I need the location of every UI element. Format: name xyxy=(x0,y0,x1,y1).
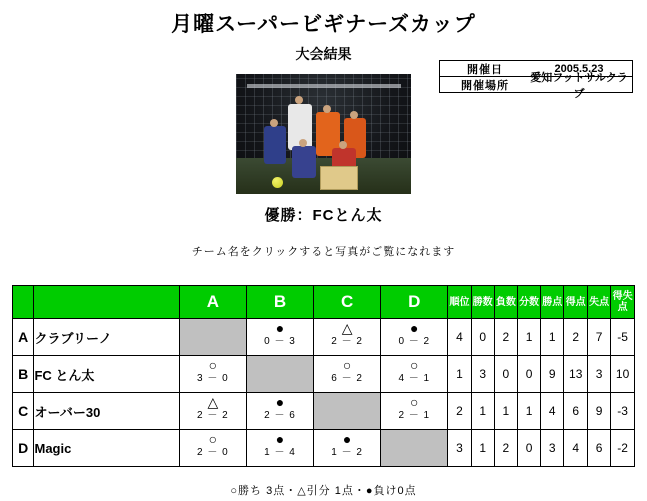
goal-crossbar xyxy=(247,84,401,88)
header-col-d: D xyxy=(381,286,448,319)
stat-goal-diff: -5 xyxy=(611,319,635,356)
stat-points: 1 xyxy=(541,319,564,356)
stat-losses: 2 xyxy=(494,430,517,467)
match-cell-self xyxy=(314,393,381,430)
match-cell xyxy=(246,393,313,430)
scoring-legend: ○勝ち 3点・△引分 1点・●負け0点 xyxy=(230,485,417,497)
header-points: 勝点 xyxy=(541,286,564,319)
result-mark: ● xyxy=(275,431,285,447)
match-cell xyxy=(314,430,381,467)
player-head xyxy=(270,119,278,127)
header-col-b: B xyxy=(246,286,313,319)
result-score: 1 － 4 xyxy=(264,447,296,458)
result-score: 6 － 2 xyxy=(331,373,363,384)
match-cell-self xyxy=(246,356,313,393)
team-name-link[interactable]: クラブリーノ xyxy=(34,319,179,356)
match-cell-self xyxy=(179,319,246,356)
winner-text: 優勝：FCとん太 xyxy=(264,207,383,224)
result-mark: ● xyxy=(275,394,285,410)
match-cell xyxy=(179,356,246,393)
player-figure xyxy=(264,126,286,164)
team-name-link[interactable]: オーバー30 xyxy=(34,393,179,430)
result-score: 2 － 0 xyxy=(197,447,229,458)
stat-losses: 1 xyxy=(494,393,517,430)
event-place-value: 愛知フットサルクラブ xyxy=(530,71,628,100)
player-head xyxy=(339,141,347,149)
stat-rank: 3 xyxy=(448,430,471,467)
stat-draws: 0 xyxy=(517,430,540,467)
stat-goals-for: 4 xyxy=(564,430,588,467)
team-photo xyxy=(236,74,411,194)
header-goals-against: 失点 xyxy=(588,286,611,319)
stat-draws: 1 xyxy=(517,393,540,430)
result-score: 0 － 3 xyxy=(264,336,296,347)
header-col-a: A xyxy=(179,286,246,319)
result-mark: ● xyxy=(410,320,419,336)
header-draws: 分数 xyxy=(517,286,540,319)
match-cell xyxy=(314,319,381,356)
stat-rank: 2 xyxy=(448,393,471,430)
result-score: 1 － 2 xyxy=(331,447,363,458)
player-head xyxy=(323,105,331,113)
event-place-row xyxy=(440,71,632,100)
table-row xyxy=(13,393,635,430)
match-cell xyxy=(381,393,448,430)
match-cell xyxy=(246,319,313,356)
result-score: 2 － 2 xyxy=(197,410,229,421)
row-letter: B xyxy=(13,356,34,393)
match-cell xyxy=(314,356,381,393)
match-cell xyxy=(381,356,448,393)
stat-draws: 1 xyxy=(517,319,540,356)
match-cell xyxy=(179,393,246,430)
futsal-ball xyxy=(272,177,283,188)
row-letter: A xyxy=(13,319,34,356)
event-date-value: 2005.5.23 xyxy=(554,62,604,75)
result-mark: ○ xyxy=(208,431,218,447)
event-info-box xyxy=(439,60,633,100)
table-row xyxy=(13,430,635,467)
table-header-row xyxy=(13,286,635,319)
result-score: 3 － 0 xyxy=(197,373,229,384)
header-goals-for: 得点 xyxy=(564,286,588,319)
stat-rank: 4 xyxy=(448,319,471,356)
event-date-label: 開催日 xyxy=(467,63,503,76)
match-cell xyxy=(381,319,448,356)
page-title: 月曜スーパービギナーズカップ xyxy=(171,13,476,36)
stat-goals-against: 9 xyxy=(588,393,611,430)
result-mark: ○ xyxy=(208,357,218,373)
stat-draws: 0 xyxy=(517,356,540,393)
stat-losses: 0 xyxy=(494,356,517,393)
stat-wins: 0 xyxy=(471,319,494,356)
match-cell-self xyxy=(381,430,448,467)
stat-goals-for: 2 xyxy=(564,319,588,356)
stat-goals-against: 3 xyxy=(588,356,611,393)
page-subtitle: 大会結果 xyxy=(295,46,352,62)
stat-wins: 1 xyxy=(471,430,494,467)
header-blank-letter xyxy=(13,286,34,319)
row-letter: C xyxy=(13,393,34,430)
team-name-link[interactable]: Magic xyxy=(34,430,179,467)
player-head xyxy=(350,111,358,119)
header-goal-diff: 得失点 xyxy=(611,286,635,319)
result-mark: △ xyxy=(341,320,353,336)
stat-goals-for: 6 xyxy=(564,393,588,430)
result-score: 2 － 1 xyxy=(398,410,431,421)
result-score: 4 － 1 xyxy=(398,373,431,384)
player-head xyxy=(299,139,307,147)
stat-wins: 3 xyxy=(471,356,494,393)
header-losses: 負数 xyxy=(494,286,517,319)
match-cell xyxy=(246,430,313,467)
stat-rank: 1 xyxy=(448,356,471,393)
team-name-link[interactable]: FC とん太 xyxy=(34,356,179,393)
stat-points: 4 xyxy=(541,393,564,430)
click-note: チーム名をクリックすると写真がご覧になれます xyxy=(191,246,456,258)
stat-goals-against: 7 xyxy=(588,319,611,356)
stat-points: 9 xyxy=(541,356,564,393)
result-score: 0 － 2 xyxy=(398,336,431,347)
stat-losses: 2 xyxy=(494,319,517,356)
player-head xyxy=(295,96,303,104)
match-cell xyxy=(179,430,246,467)
header-col-c: C xyxy=(314,286,381,319)
stat-goal-diff: 10 xyxy=(611,356,635,393)
result-score: 2 － 6 xyxy=(264,410,296,421)
result-mark: ○ xyxy=(410,394,419,410)
result-mark: ○ xyxy=(410,357,419,373)
results-table xyxy=(12,285,635,467)
table-row xyxy=(13,356,635,393)
event-place-label: 開催場所 xyxy=(461,79,509,92)
stat-points: 3 xyxy=(541,430,564,467)
result-mark: ● xyxy=(275,320,285,336)
header-rank: 順位 xyxy=(448,286,471,319)
stat-goal-diff: -2 xyxy=(611,430,635,467)
stat-wins: 1 xyxy=(471,393,494,430)
stat-goals-against: 6 xyxy=(588,430,611,467)
stat-goal-diff: -3 xyxy=(611,393,635,430)
result-score: 2 － 2 xyxy=(331,336,363,347)
result-mark: ○ xyxy=(342,357,352,373)
player-figure xyxy=(292,146,316,178)
header-blank-team xyxy=(34,286,179,319)
header-wins: 勝数 xyxy=(471,286,494,319)
result-mark: △ xyxy=(207,394,219,410)
row-letter: D xyxy=(13,430,34,467)
stat-goals-for: 13 xyxy=(564,356,588,393)
award-box xyxy=(320,166,358,190)
table-row xyxy=(13,319,635,356)
result-mark: ● xyxy=(342,431,352,447)
